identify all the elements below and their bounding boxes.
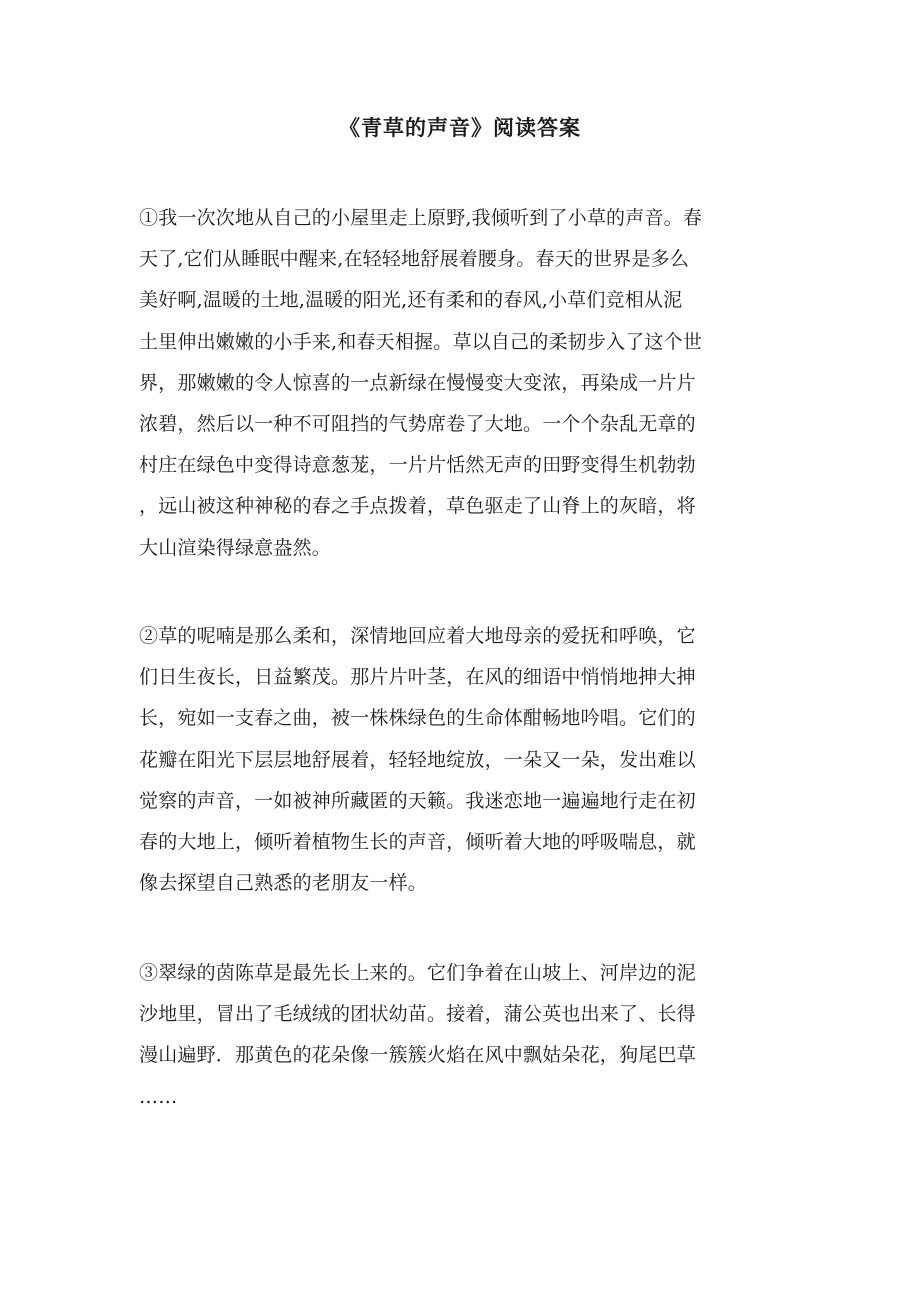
paragraph-line: 村庄在绿色中变得诗意葱茏，一片片恬然无声的田野变得生机勃勃 <box>139 454 696 477</box>
paragraph-line: 大山渲染得绿意盎然。 <box>139 536 332 559</box>
paragraph-line: ，远山被这种神秘的春之手点拨着，草色驱走了山脊上的灰暗，将 <box>139 495 696 518</box>
paragraph-line: 美好啊,温暖的土地,温暖的阳光,还有柔和的春风,小草们竞相从泥 <box>139 289 683 312</box>
paragraph-line: 长，宛如一支春之曲，被一株株绿色的生命体酣畅地吟唱。它们的 <box>139 707 696 730</box>
paragraph-3 <box>139 953 781 1118</box>
paragraph-line: 漫山遍野．那黄色的花朵像一簇簇火焰在风中飘姑朵花，狗尾巴草 <box>139 1044 696 1067</box>
paragraph-line: 花瓣在阳光下层层地舒展着，轻轻地绽放，一朵又一朵，发出难以 <box>139 748 696 771</box>
paragraph-line: ③翠绿的茵陈草是最先长上来的。它们争着在山坡上、河岸边的泥 <box>139 962 696 984</box>
paragraph-line: 们日生夜长，日益繁茂。那片片叶茎，在风的细语中悄悄地抻大抻 <box>139 666 696 689</box>
paragraph-line: 天了,它们从睡眠中醒来,在轻轻地舒展着腰身。春天的世界是多么 <box>139 248 690 271</box>
paragraph-line: …… <box>139 1085 178 1108</box>
paragraph-line: ①我一次次地从自己的小屋里走上原野,我倾听到了小草的声音。春 <box>139 207 703 229</box>
paragraph-line: 觉察的声音，一如被神所藏匿的天籁。我迷恋地一遍遍地行走在初 <box>139 789 696 812</box>
paragraph-line: 土里伸出嫩嫩的小手来,和春天相握。草以自己的柔韧步入了这个世 <box>139 330 703 353</box>
paragraph-2 <box>139 616 781 904</box>
paragraph-line: ②草的呢喃是那么柔和，深情地回应着大地母亲的爱抚和呼唤，它 <box>139 625 696 647</box>
paragraph-line: 沙地里，冒出了毛绒绒的团状幼苗。接着，蒲公英也出来了、长得 <box>139 1003 696 1026</box>
document-title: 《青草的声音》阅读答案 <box>339 115 581 140</box>
paragraph-1 <box>139 198 781 569</box>
paragraph-line: 春的大地上，倾听着植物生长的声音，倾听着大地的呼吸喘息，就 <box>139 830 696 853</box>
paragraph-line: 浓碧，然后以一种不可阻挡的气势席卷了大地。一个个杂乱无章的 <box>139 412 696 435</box>
paragraph-line: 像去探望自己熟悉的老朋友一样。 <box>139 872 428 895</box>
paragraph-line: 界，那嫩嫩的令人惊喜的一点新绿在慢慢变大变浓，再染成一片片 <box>139 371 696 394</box>
